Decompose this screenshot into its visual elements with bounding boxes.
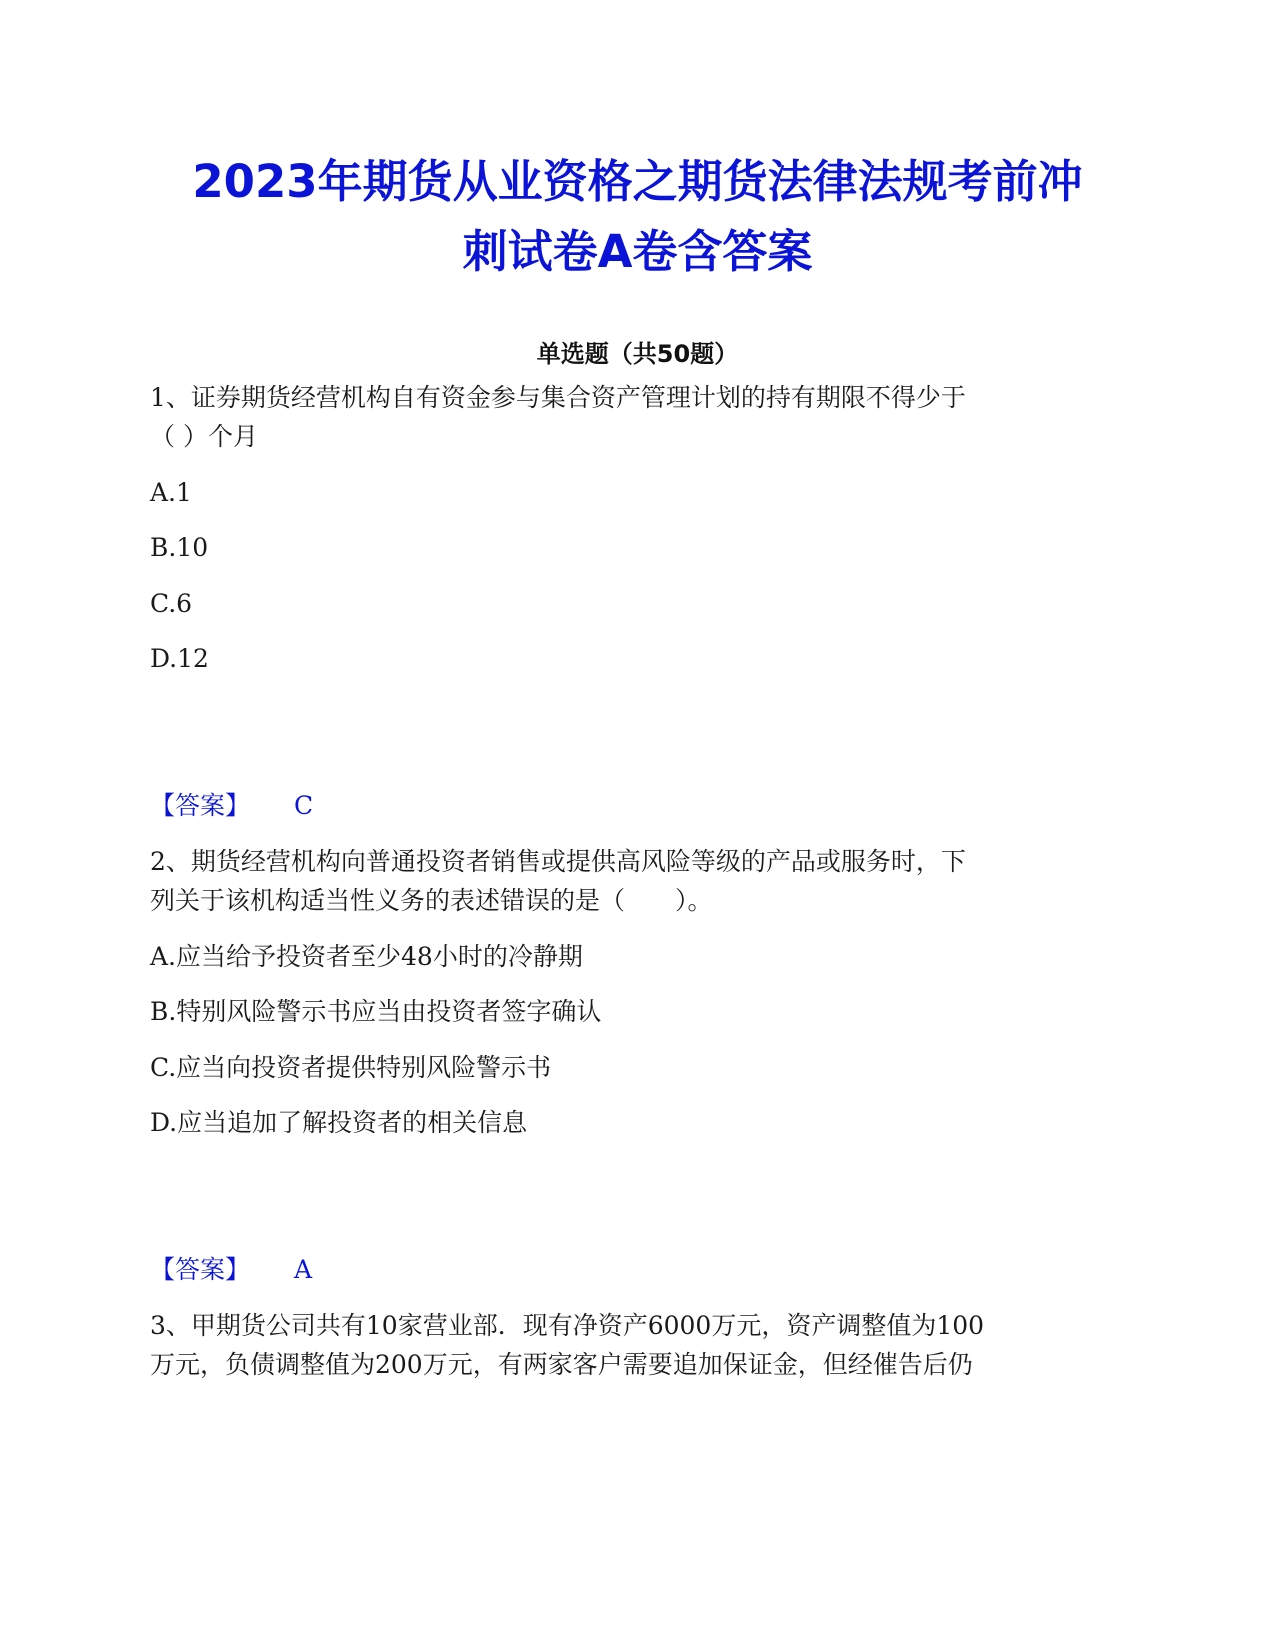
question-2-stem-line-2: 列关于该机构适当性义务的表述错误的是（ ）。 xyxy=(150,886,713,915)
question-1-option-c: C.6 xyxy=(150,589,193,618)
question-1-answer xyxy=(150,789,313,823)
document-title-line-1: 2023年期货从业资格之期货法律法规考前冲 xyxy=(192,155,1083,208)
question-2-answer xyxy=(150,1253,312,1287)
document-title-line-2: 刺试卷A卷含答案 xyxy=(462,225,813,278)
question-2-option-a: A.应当给予投资者至少48小时的冷静期 xyxy=(150,942,583,971)
answer-label: 【答案】 xyxy=(150,791,251,820)
question-2-option-b: B.特别风险警示书应当由投资者签字确认 xyxy=(150,997,602,1026)
question-3-stem-line-2: 万元，负债调整值为200万元，有两家客户需要追加保证金，但经催告后仍 xyxy=(150,1350,973,1379)
answer-value: C xyxy=(294,791,314,820)
question-2-option-c: C.应当向投资者提供特别风险警示书 xyxy=(150,1053,552,1082)
answer-value: A xyxy=(294,1255,313,1284)
question-1-option-b: B.10 xyxy=(150,533,209,562)
question-1-option-a: A.1 xyxy=(150,478,192,507)
question-1-stem-line-1: 1、证券期货经营机构自有资金参与集合资产管理计划的持有期限不得少于 xyxy=(150,383,966,412)
answer-label: 【答案】 xyxy=(150,1255,251,1284)
question-1-stem-line-2: （ ）个月 xyxy=(150,422,258,451)
question-1-option-d: D.12 xyxy=(150,644,209,673)
section-heading: 单选题（共50题） xyxy=(536,340,739,368)
question-3-stem-line-1: 3、甲期货公司共有10家营业部．现有净资产6000万元，资产调整值为100 xyxy=(150,1311,985,1340)
question-2-option-d: D.应当追加了解投资者的相关信息 xyxy=(150,1108,528,1137)
question-2-stem-line-1: 2、期货经营机构向普通投资者销售或提供高风险等级的产品或服务时，下 xyxy=(150,847,966,876)
